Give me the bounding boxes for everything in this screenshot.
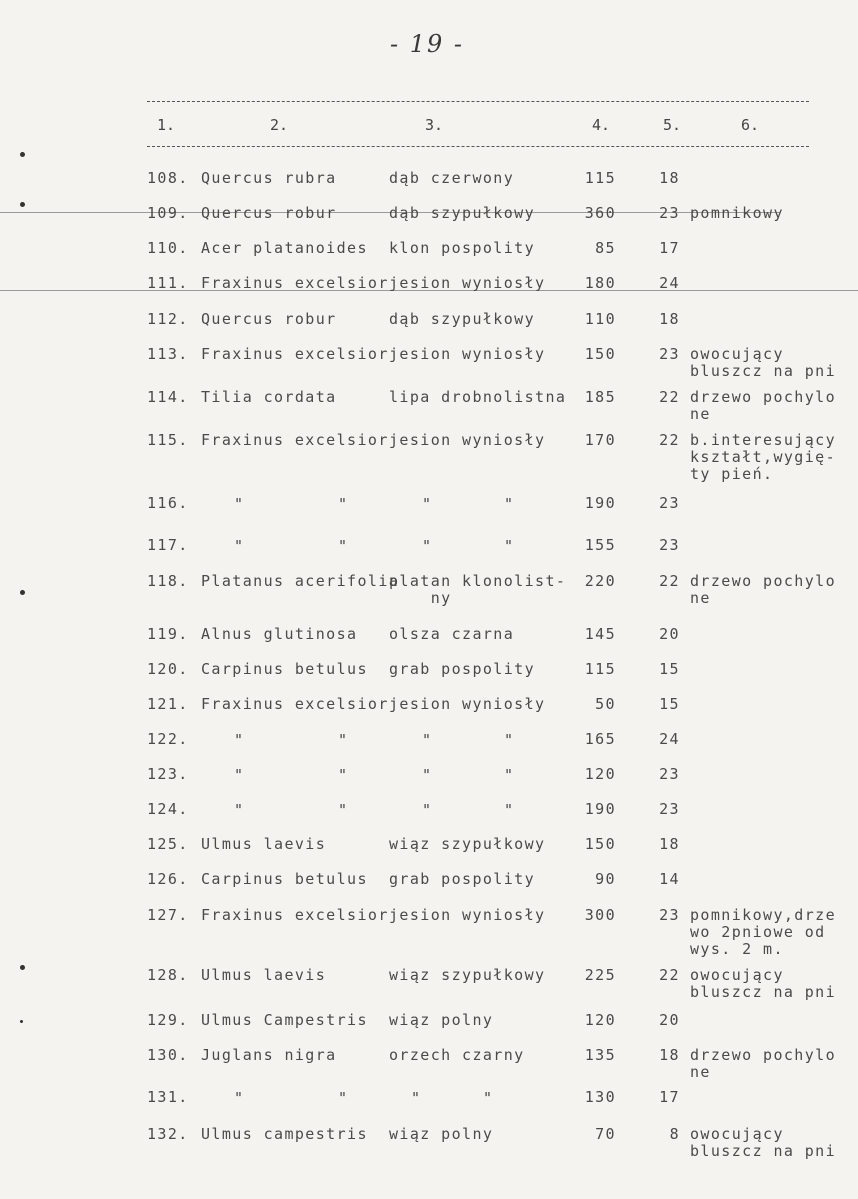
latin-name: Carpinus betulus (201, 660, 368, 678)
row-number: 116. (147, 494, 189, 512)
row-number: 117. (147, 536, 189, 554)
value-col-5: 15 (659, 695, 680, 713)
value-col-4: 70 (595, 1125, 616, 1143)
row-number: 129. (147, 1011, 189, 1029)
value-col-5: 24 (659, 274, 680, 292)
latin-name: Fraxinus excelsior (201, 274, 389, 292)
table-row (0, 871, 858, 911)
value-col-5: 23 (659, 494, 680, 512)
latin-name: Ulmus laevis (201, 835, 327, 853)
latin-name: Carpinus betulus (201, 870, 368, 888)
value-col-4: 190 (584, 494, 616, 512)
ditto-mark-latin: " (234, 537, 244, 555)
value-col-4: 110 (584, 310, 616, 328)
ditto-mark-latin: " (338, 801, 348, 819)
row-number: 119. (147, 625, 189, 643)
polish-name: jesion wyniosły (389, 695, 546, 713)
row-number: 130. (147, 1046, 189, 1064)
row-number: 113. (147, 345, 189, 363)
value-col-4: 300 (584, 906, 616, 924)
value-col-5: 22 (659, 966, 680, 984)
ditto-mark-polish: " (422, 495, 432, 513)
ditto-mark-latin: " (234, 1089, 244, 1107)
value-col-4: 220 (584, 572, 616, 590)
row-number: 127. (147, 906, 189, 924)
polish-name: jesion wyniosły (389, 431, 546, 449)
ditto-mark-polish: " (411, 1089, 421, 1107)
value-col-4: 120 (584, 1011, 616, 1029)
table-row (0, 1126, 858, 1166)
value-col-5: 22 (659, 431, 680, 449)
latin-name: Quercus robur (201, 204, 337, 222)
latin-name: Acer platanoides (201, 239, 368, 257)
header-top-divider (147, 101, 809, 102)
table-row (0, 346, 858, 386)
notes: drzewo pochylo ne (690, 572, 837, 607)
ditto-mark-latin: " (234, 495, 244, 513)
table-row (0, 537, 858, 577)
latin-name: Fraxinus excelsior (201, 431, 389, 449)
value-col-5: 23 (659, 906, 680, 924)
value-col-5: 23 (659, 536, 680, 554)
row-number: 125. (147, 835, 189, 853)
table-row (0, 1089, 858, 1129)
value-col-4: 85 (595, 239, 616, 257)
row-number: 120. (147, 660, 189, 678)
polish-name: jesion wyniosły (389, 274, 546, 292)
value-col-5: 24 (659, 730, 680, 748)
ditto-mark-latin: " (338, 731, 348, 749)
polish-name: lipa drobnolistna (389, 388, 567, 406)
notes: owocujący bluszcz na pni (690, 966, 837, 1001)
row-number: 132. (147, 1125, 189, 1143)
row-number: 123. (147, 765, 189, 783)
ditto-mark-latin: " (234, 766, 244, 784)
header-col-3: 3. (425, 116, 444, 134)
latin-name: Alnus glutinosa (201, 625, 358, 643)
polish-name: jesion wyniosły (389, 906, 546, 924)
table-row (0, 906, 858, 958)
header-col-4: 4. (592, 116, 611, 134)
value-col-5: 18 (659, 310, 680, 328)
row-number: 128. (147, 966, 189, 984)
row-number: 115. (147, 431, 189, 449)
ditto-mark-latin: " (234, 801, 244, 819)
notes: pomnikowy (690, 204, 784, 222)
polish-name: dąb czerwony (389, 169, 515, 187)
value-col-4: 185 (584, 388, 616, 406)
table-row (0, 766, 858, 806)
polish-name: wiąz polny (389, 1011, 494, 1029)
value-col-4: 155 (584, 536, 616, 554)
polish-name: olsza czarna (389, 625, 515, 643)
ditto-mark-latin: " (338, 1089, 348, 1107)
table-row (0, 731, 858, 771)
row-number: 108. (147, 169, 189, 187)
punch-hole (20, 152, 25, 157)
table-row (0, 275, 858, 315)
value-col-4: 115 (584, 169, 616, 187)
latin-name: Ulmus Campestris (201, 1011, 368, 1029)
ditto-mark-polish: " (422, 731, 432, 749)
table-row (0, 495, 858, 535)
latin-name: Ulmus campestris (201, 1125, 368, 1143)
ditto-mark-polish: " (504, 537, 514, 555)
notes: drzewo pochylo ne (690, 1046, 837, 1081)
notes: owocujący bluszcz na pni (690, 1125, 837, 1160)
latin-name: Juglans nigra (201, 1046, 337, 1064)
value-col-4: 170 (584, 431, 616, 449)
ditto-mark-polish: " (422, 801, 432, 819)
value-col-5: 23 (659, 765, 680, 783)
latin-name: Tilia cordata (201, 388, 337, 406)
polish-name: grab pospolity (389, 870, 536, 888)
value-col-5: 23 (659, 345, 680, 363)
polish-name: klon pospolity (389, 239, 536, 257)
header-bottom-divider (147, 146, 809, 147)
page-number: - 19 - (390, 30, 465, 58)
value-col-5: 18 (659, 169, 680, 187)
value-col-4: 50 (595, 695, 616, 713)
header-col-1: 1. (157, 116, 176, 134)
value-col-4: 360 (584, 204, 616, 222)
polish-name: wiąz szypułkowy (389, 835, 546, 853)
row-number: 114. (147, 388, 189, 406)
polish-name: grab pospolity (389, 660, 536, 678)
value-col-4: 120 (584, 765, 616, 783)
header-col-5: 5. (663, 116, 682, 134)
polish-name: wiąz szypułkowy (389, 966, 546, 984)
table-row (0, 389, 858, 429)
row-number: 111. (147, 274, 189, 292)
value-col-4: 180 (584, 274, 616, 292)
value-col-4: 150 (584, 345, 616, 363)
latin-name: Fraxinus excelsior (201, 695, 389, 713)
value-col-4: 90 (595, 870, 616, 888)
value-col-4: 225 (584, 966, 616, 984)
latin-name: Platanus acerifolia (201, 572, 400, 590)
value-col-4: 165 (584, 730, 616, 748)
notes: pomnikowy,drze wo 2pniowe od wys. 2 m. (690, 906, 837, 958)
row-number: 121. (147, 695, 189, 713)
row-number: 112. (147, 310, 189, 328)
value-col-5: 18 (659, 1046, 680, 1064)
ditto-mark-latin: " (338, 495, 348, 513)
value-col-5: 22 (659, 572, 680, 590)
table-row (0, 696, 858, 736)
polish-name: dąb szypułkowy (389, 204, 536, 222)
value-col-5: 23 (659, 204, 680, 222)
table-row (0, 967, 858, 1007)
value-col-4: 130 (584, 1088, 616, 1106)
polish-name: orzech czarny (389, 1046, 525, 1064)
value-col-5: 20 (659, 625, 680, 643)
value-col-4: 145 (584, 625, 616, 643)
value-col-5: 14 (659, 870, 680, 888)
notes: b.interesujący kształt,wygię- ty pień. (690, 431, 837, 483)
ditto-mark-polish: " (422, 766, 432, 784)
header-col-6: 6. (741, 116, 760, 134)
notes: owocujący bluszcz na pni (690, 345, 837, 380)
value-col-5: 22 (659, 388, 680, 406)
ditto-mark-polish: " (504, 495, 514, 513)
ditto-mark-polish: " (483, 1089, 493, 1107)
ditto-mark-polish: " (422, 537, 432, 555)
ditto-mark-polish: " (504, 731, 514, 749)
value-col-5: 8 (669, 1125, 680, 1143)
ditto-mark-latin: " (338, 766, 348, 784)
row-number: 126. (147, 870, 189, 888)
ditto-mark-polish: " (504, 801, 514, 819)
polish-name: jesion wyniosły (389, 345, 546, 363)
value-col-4: 135 (584, 1046, 616, 1064)
polish-name: wiąz polny (389, 1125, 494, 1143)
value-col-4: 115 (584, 660, 616, 678)
ditto-mark-latin: " (234, 731, 244, 749)
value-col-5: 17 (659, 1088, 680, 1106)
row-number: 124. (147, 800, 189, 818)
value-col-4: 150 (584, 835, 616, 853)
ditto-mark-latin: " (338, 537, 348, 555)
table-row (0, 431, 858, 483)
table-row (0, 1047, 858, 1087)
polish-name: dąb szypułkowy (389, 310, 536, 328)
latin-name: Ulmus laevis (201, 966, 327, 984)
ditto-mark-polish: " (504, 766, 514, 784)
row-number: 131. (147, 1088, 189, 1106)
latin-name: Quercus robur (201, 310, 337, 328)
value-col-5: 18 (659, 835, 680, 853)
value-col-4: 190 (584, 800, 616, 818)
row-number: 110. (147, 239, 189, 257)
latin-name: Quercus rubra (201, 169, 337, 187)
latin-name: Fraxinus excelsior (201, 906, 389, 924)
row-number: 109. (147, 204, 189, 222)
value-col-5: 15 (659, 660, 680, 678)
value-col-5: 23 (659, 800, 680, 818)
notes: drzewo pochylo ne (690, 388, 837, 423)
polish-name: platan klonolist- ny (389, 572, 567, 607)
table-row (0, 573, 858, 613)
latin-name: Fraxinus excelsior (201, 345, 389, 363)
value-col-5: 17 (659, 239, 680, 257)
row-number: 118. (147, 572, 189, 590)
row-number: 122. (147, 730, 189, 748)
header-col-2: 2. (270, 116, 289, 134)
value-col-5: 20 (659, 1011, 680, 1029)
